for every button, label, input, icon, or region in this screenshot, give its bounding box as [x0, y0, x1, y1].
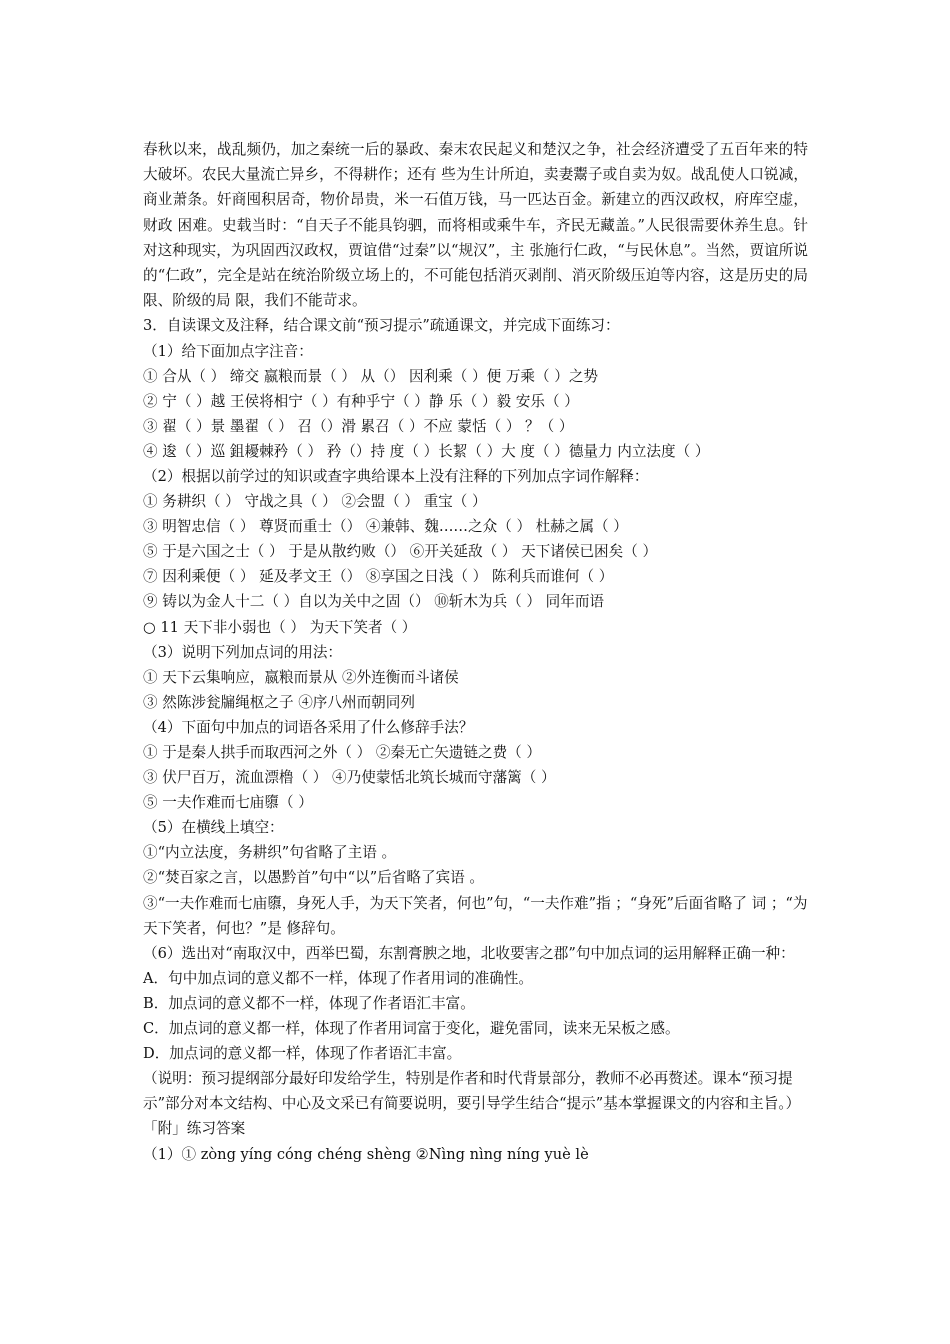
question-6-option-a: A．句中加点词的意义都不一样，体现了作者用词的准确性。 [143, 969, 533, 987]
question-3-item-2: ③ 然陈涉瓮牖绳枢之子 ④序八州而朝同列 [143, 693, 415, 711]
question-5-heading: （5）在横线上填空： [143, 819, 284, 837]
question-6-option-d: D．加点词的意义都一样，体现了作者语汇丰富。 [143, 1045, 462, 1063]
question-1-item-2: ② 宁（ ）越 王侯将相宁（ ）有种乎宁（ ）静 乐（ ）毅 安乐（ ） [143, 392, 579, 410]
exercise-section [143, 313, 808, 1166]
document-page [143, 137, 808, 1167]
question-2-heading: （2）根据以前学过的知识或查字典给课本上没有注释的下列加点字词作解释： [143, 467, 649, 485]
question-2-item-3: ⑤ 于是六国之士（ ） 于是从散约败（） ⑥开关延敌（ ） 天下诸侯已困矣（ ） [143, 543, 658, 561]
question-3-heading: （3）说明下列加点词的用法： [143, 643, 343, 661]
question-1-item-1: ① 合从（ ） 缔交 嬴粮而景（ ） 从（） 因利乘（ ）便 万乘（ ）之势 [143, 367, 599, 385]
question-2-item-1: ① 务耕织（ ） 守战之具（ ） ②会盟（ ） 重宝（ ） [143, 493, 487, 511]
question-4-item-3: ⑤ 一夫作难而七庙隳（ ） [143, 794, 313, 812]
question-5-item-2: ②“焚百家之言，以愚黔首”句中“以”后省略了宾语 。 [143, 869, 484, 887]
question-2-item-4: ⑦ 因利乘便（ ） 延及孝文王（） ⑧享国之日浅（ ） 陈利兵而谁何（ ） [143, 568, 614, 586]
question-2-item-2: ③ 明智忠信（ ） 尊贤而重士（） ④兼韩、魏……之众（ ） 杜赫之属（ ） [143, 518, 628, 536]
question-3-item-1: ① 天下云集响应，嬴粮而景从 ②外连衡而斗诸侯 [143, 668, 459, 686]
question-4-item-2: ③ 伏尸百万，流血漂橹（ ） ④乃使蒙恬北筑长城而守藩篱（ ） [143, 769, 556, 787]
question-2-item-5: ⑨ 铸以为金人十二（ ）自以为关中之固（） ⑩斩木为兵（ ） 同年而语 [143, 593, 605, 611]
question-6-option-b: B．加点词的意义都不一样，体现了作者语汇丰富。 [143, 994, 475, 1012]
question-5-item-3: ③“一夫作难而七庙隳，身死人手，为天下笑者，何也”句，“一夫作难”指 ；“身死”后面省略了 词 ；“为天下笑者，何也？”是 修辞句。 [143, 894, 808, 937]
question-1-item-3: ③ 翟（ ）景 墨翟（ ） 召（）滑 累召（ ）不应 蒙恬（ ） ？（ ） [143, 417, 574, 435]
intro-text: 春秋以来，战乱频仍，加之秦统一后的暴政、秦末农民起义和楚汉之争，社会经济遭受了五百年来的特大破坏。农民大量流亡异乡，不得耕作；还有 些为生计所迫，卖妻鬻子或自卖为奴。战乱使人口锐减，商业萧条。奸商囤积居奇，物价昂贵，米一石值万钱，马一匹达百金。新建立的西汉政权，府库空虚，财政 困难。史载当时：“自天子不能具钧驷，而将相或乘牛车，齐民无藏盖。”人民很需要休养生息。针对这种现实，为巩固西汉政权，贾谊借“过秦”以“规汉”，主 张施行仁政，“与民休息”。当然，贾谊所说的“仁政”，完全是站在统治阶级立场上的，不可能包括消灭剥削、消灭阶级压迫等内容，这是历史的局限、阶级的局 限，我们不能苛求。 [143, 141, 808, 310]
answer-1-pinyin: （1）① zòng yíng cóng chéng shèng ②Nìng nìng níng yuè lè [143, 1145, 589, 1163]
question-2-item-6: ○ 11 天下非小弱也（ ） 为天下笑者（ ） [143, 618, 417, 636]
teaching-note: （说明：预习提纲部分最好印发给学生，特别是作者和时代背景部分，教师不必再赘述。课本“预习提示”部分对本文结构、中心及文采已有简要说明，要引导学生结合“提示”基本掌握课文的内容和主旨。） [143, 1070, 801, 1113]
intro-paragraph [143, 137, 808, 313]
exercise-instruction: 3．自读课文及注释，结合课文前“预习提示”疏通课文，并完成下面练习： [143, 317, 620, 335]
question-4-item-1: ① 于是秦人拱手而取西河之外（ ） ②秦无亡矢遗链之费（ ） [143, 744, 541, 762]
answer-key-heading: 「附」练习答案 [143, 1120, 246, 1138]
question-5-item-1: ①“内立法度，务耕织”句省略了主语 。 [143, 844, 397, 862]
question-1-item-4: ④ 逡（ ）巡 鉏耰棘矜（ ） 矜（）持 度（ ）长絜（ ）大 度（ ）德量力 内立法度（ ） [143, 442, 710, 460]
question-6-heading: （6）选出对“南取汉中，西举巴蜀，东割膏腴之地，北收要害之郡”句中加点词的运用解释正确一种： [143, 944, 795, 962]
question-6-option-c: C．加点词的意义都一样，体现了作者用词富于变化，避免雷同，读来无呆板之感。 [143, 1020, 680, 1038]
question-4-heading: （4）下面句中加点的词语各采用了什么修辞手法？ [143, 718, 474, 736]
question-1-heading: （1）给下面加点字注音： [143, 342, 313, 360]
